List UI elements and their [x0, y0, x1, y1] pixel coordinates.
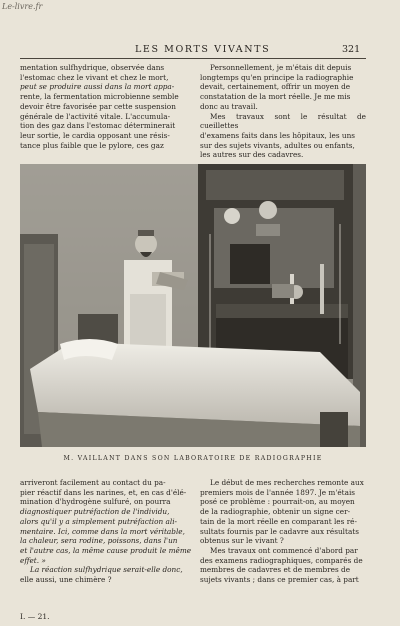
text-column-bottom-left — [20, 478, 194, 585]
italic-text: peut se produire aussi dans la mort appa- — [20, 82, 175, 92]
text-line: pier réactif dans les narines, et, en cas d'élé- — [20, 487, 187, 497]
running-title: LES MORTS VIVANTS — [135, 44, 271, 55]
text-line: d'examens faits dans les hôpitaux, les uns — [200, 130, 356, 140]
text-line: tain de la mort réelle en comparant les ré- — [200, 516, 357, 526]
text-line: longtemps qu'en principe la radiographie — [200, 72, 354, 82]
text-line: tion des gaz dans l'estomac déterminerait — [20, 121, 176, 131]
text-line: posé ce problème : pourrait-on, au moyen — [200, 497, 355, 507]
running-header — [0, 44, 400, 56]
italic-text: effet. » — [20, 555, 46, 565]
text-line: Le début de mes recherches remonte aux — [210, 478, 364, 487]
text-line: premiers mois de l'année 1897. Je m'étais — [200, 487, 356, 497]
text-line — [20, 546, 194, 556]
text-line: devoir être favorisée par cette suspension — [20, 101, 176, 111]
text-line — [20, 565, 194, 575]
text-line: les autres sur des cadavres. — [200, 150, 304, 160]
signature-mark: I. — 21. — [20, 612, 50, 621]
text-line — [20, 536, 194, 546]
text-line: de la radiographie, obtenir un signe cer- — [200, 507, 351, 517]
text-line: membres de cadavres et de membres de — [200, 565, 351, 575]
text-column-bottom-right — [200, 478, 366, 585]
italic-text: la chaleur, sera rodine, poissons, dans l'un — [20, 536, 178, 546]
text-line: rente, la fermentation microbienne semble — [20, 92, 179, 102]
text-line: générale de l'activité vitale. L'accumula- — [20, 111, 171, 121]
text-line: elle aussi, une chimère ? — [20, 575, 112, 585]
text-line: constatation de la mort réelle. Je me mis — [200, 92, 351, 102]
text-line — [20, 82, 194, 92]
text-line: obtenus sur le vivant ? — [200, 536, 284, 546]
text-line: des examens radiographiques, comparés de — [200, 555, 363, 565]
italic-text: mentaire. Ici, comme dans la mort véritable, — [20, 526, 185, 536]
text-line: sujets vivants ; dans ce premier cas, à part — [200, 575, 359, 585]
text-line: mentation sulfhydrique, observée dans — [20, 63, 165, 72]
italic-text: diagnostiquer putréfaction de l'individu, — [20, 507, 170, 517]
text-line: Mes travaux sont le résultat de cueillettes — [200, 111, 366, 131]
text-line: sultats fournis par le cadavre aux résultats — [200, 526, 359, 536]
text-line — [20, 527, 194, 537]
header-rule — [20, 58, 366, 59]
text-column-top-left — [20, 63, 194, 150]
text-column-top-right — [200, 63, 366, 160]
text-line: mination d'hydrogène sulfuré, on pourra — [20, 497, 171, 507]
text-line: leur sortie, le cardia opposant une résis- — [20, 130, 170, 140]
text-line: Mes travaux ont commencé d'abord par — [210, 545, 358, 555]
text-line: tance plus faible que le pylore, ces gaz — [20, 140, 164, 150]
photo-caption: M. VAILLANT DANS SON LABORATOIRE DE RADIOGRAPHIE — [63, 455, 323, 462]
text-line — [20, 517, 194, 527]
page-number: 321 — [342, 44, 361, 55]
italic-text: La réaction sulfhydrique serait-elle donc, — [30, 565, 183, 575]
text-line: l'estomac chez le vivant et chez le mort, — [20, 72, 169, 82]
italic-text: et l'autre cas, la même cause produit le même — [20, 545, 192, 555]
watermark-text: Le-livre.fr — [2, 2, 43, 11]
text-line — [20, 556, 194, 566]
text-line: arriveront facilement au contact du pa- — [20, 478, 166, 487]
text-line: donc au travail. — [200, 101, 258, 111]
text-line: Personnellement, je m'étais dit depuis — [210, 63, 352, 72]
laboratory-photograph — [20, 164, 366, 447]
text-line: sur des sujets vivants, adultes ou enfants, — [200, 140, 355, 150]
italic-text: alors qu'il y a simplement putréfaction ali- — [20, 516, 178, 526]
text-line: devait, certainement, offrir un moyen de — [200, 82, 351, 92]
text-line — [20, 507, 194, 517]
